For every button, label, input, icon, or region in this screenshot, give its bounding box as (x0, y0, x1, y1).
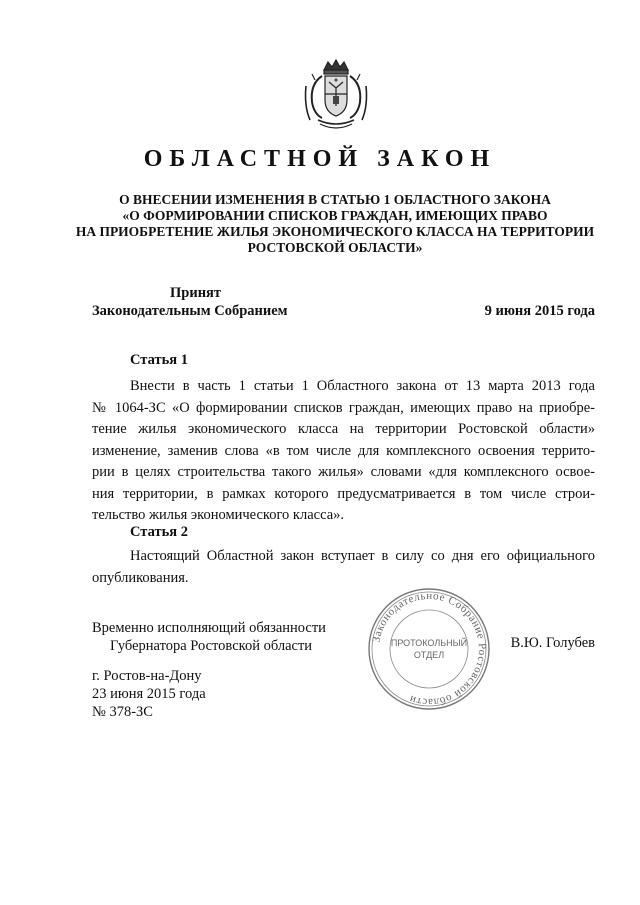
document-title (70, 192, 600, 256)
coat-of-arms-emblem (300, 56, 372, 134)
body-line: рии в целях строительства такого жилья» словами «для комплексного освое- (92, 464, 595, 480)
stamp-center-text: ОТДЕЛ (413, 650, 445, 660)
body-line: Внести в часть 1 статьи 1 Областного закона от 13 марта 2013 года (130, 378, 595, 394)
stamp-center-text: ПРОТОКОЛЬНЫЙ (390, 638, 468, 648)
article-2-body (92, 546, 595, 589)
article-1-body (92, 376, 595, 527)
body-line: тельство жилья экономического класса». (92, 507, 345, 523)
document-type-title: ОБЛАСТНОЙ ЗАКОН (143, 146, 497, 172)
svg-text:Законодательное Собрание Росто (370, 590, 488, 708)
body-line: тение жилья экономического класса на территории Ростовской области» (92, 421, 595, 437)
law-number: № 378-ЗС (92, 704, 153, 720)
adopted-by: Законодательным Собранием (92, 303, 288, 319)
signatory-position: Временно исполняющий обязанности (92, 620, 326, 636)
title-line: О ВНЕСЕНИИ ИЗМЕНЕНИЯ В СТАТЬЮ 1 ОБЛАСТНОГО ЗАКОНА (119, 192, 551, 207)
signatory-name: В.Ю. Голубев (510, 635, 595, 651)
body-line: Настоящий Областной закон вступает в силу со дня его официального (130, 548, 595, 564)
signatory-position: Губернатора Ростовской области (110, 638, 313, 654)
title-line: НА ПРИОБРЕТЕНИЕ ЖИЛЬЯ ЭКОНОМИЧЕСКОГО КЛАССА НА ТЕРРИТОРИИ (75, 224, 595, 239)
body-line: № 1064-ЗС «О формировании списков граждан, имеющих право на приобре- (92, 399, 595, 416)
stamp-ring-text: Законодательное Собрание Ростовской области (370, 589, 489, 709)
body-line: изменение, заменив слова «в том числе для комплексного освоения террито- (92, 442, 595, 459)
body-line: ния территории, в рамках которого предусматривается в том числе строи- (92, 485, 595, 502)
article-2-heading: Статья 2 (130, 524, 188, 540)
title-line: «О ФОРМИРОВАНИИ СПИСКОВ ГРАЖДАН, ИМЕЮЩИХ ПРАВО (122, 208, 548, 223)
article-1-heading: Статья 1 (130, 352, 188, 368)
adopted-date: 9 июня 2015 года (484, 303, 595, 319)
official-stamp (366, 586, 492, 712)
body-line: опубликования. (92, 569, 189, 586)
adopted-label: Принят (170, 285, 222, 301)
signing-date: 23 июня 2015 года (92, 686, 206, 702)
place-city: г. Ростов-на-Дону (92, 668, 202, 684)
title-line: РОСТОВСКОЙ ОБЛАСТИ» (247, 240, 423, 255)
